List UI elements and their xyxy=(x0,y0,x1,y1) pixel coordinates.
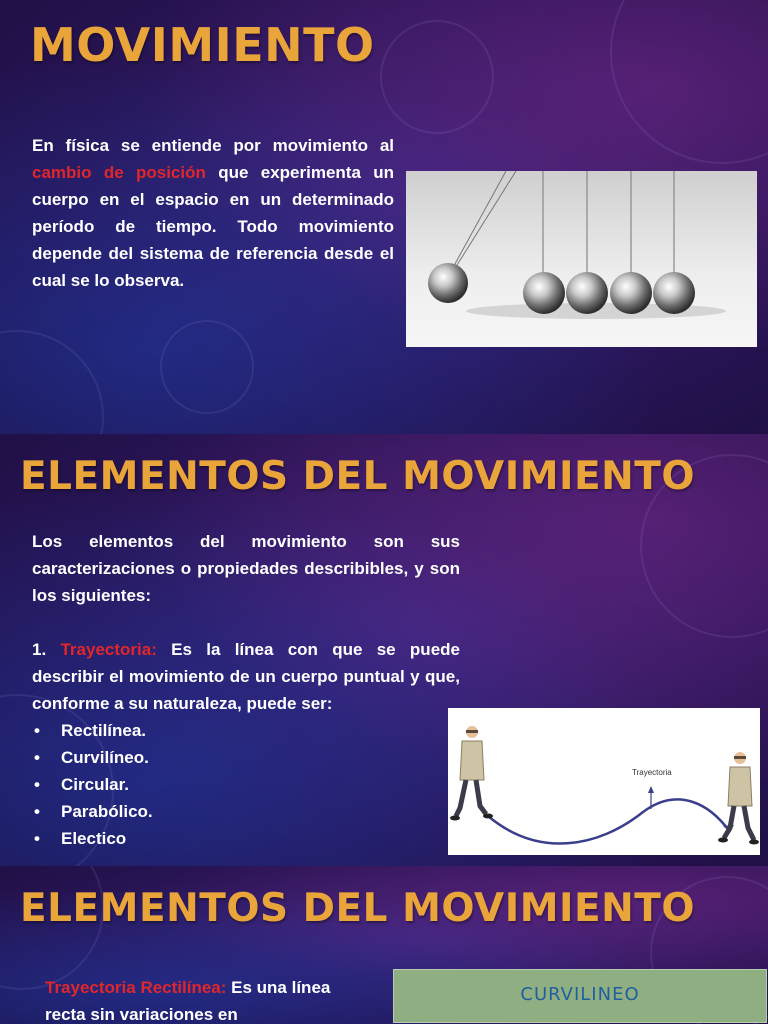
intro-paragraph: Los elementos del movimiento son sus caracterizaciones o propiedades describibles, y son los siguientes: xyxy=(32,532,460,605)
definition-text-end: que experimenta un cuerpo en el espacio en un determinado período de tiempo. Todo movimiento depende del sistema de referencia desde el cual se lo observa. xyxy=(32,163,394,290)
trajectory-label: Trayectoria: xyxy=(60,640,157,659)
decorative-circle xyxy=(610,0,768,164)
item-number: 1. xyxy=(32,640,61,659)
definition-text-start: En física se entiende por movimiento al xyxy=(32,136,394,155)
list-item: • Curvilíneo. xyxy=(32,744,460,771)
definition-paragraph xyxy=(32,132,394,294)
walking-man-left-icon xyxy=(450,726,493,821)
slide-title: ELEMENTOS DEL MOVIMIENTO xyxy=(20,886,696,931)
slide-movimiento xyxy=(0,0,768,434)
elements-text-block xyxy=(32,528,460,852)
list-item: • Electico xyxy=(32,825,460,852)
rectilinear-description: Es una línea recta sin variaciones en xyxy=(45,978,331,1024)
rectilinear-paragraph xyxy=(45,974,335,1024)
trajectory-description: Es la línea con que se puede describir el movimiento de un cuerpo puntual y que, conforme a su naturaleza, puede ser: xyxy=(32,640,460,713)
trajectory-illustration xyxy=(448,708,760,855)
newtons-cradle-image xyxy=(406,171,757,347)
list-item: • Rectilínea. xyxy=(32,717,460,744)
curvilineo-table-header xyxy=(393,969,767,1023)
slide-elementos-movimiento xyxy=(0,434,768,866)
trajectory-figure-label: Trayectoria xyxy=(632,768,672,777)
walking-man-right-icon xyxy=(718,752,759,845)
slide-title: MOVIMIENTO xyxy=(30,18,375,72)
slide-title: ELEMENTOS DEL MOVIMIENTO xyxy=(20,454,696,499)
rectilinear-label: Trayectoria Rectilínea: xyxy=(45,978,227,997)
decorative-circle xyxy=(160,320,254,414)
trajectory-types-list xyxy=(32,717,460,852)
trajectory-paragraph xyxy=(32,636,460,717)
list-item: • Circular. xyxy=(32,771,460,798)
slide-elementos-movimiento-2 xyxy=(0,866,768,1024)
decorative-circle xyxy=(0,330,104,434)
decorative-circle xyxy=(380,20,494,134)
list-item: • Parabólico. xyxy=(32,798,460,825)
trajectory-curve-drawing xyxy=(448,708,760,855)
table-header-label: CURVILINEO xyxy=(520,984,640,1005)
highlight-text: cambio de posición xyxy=(32,163,206,182)
